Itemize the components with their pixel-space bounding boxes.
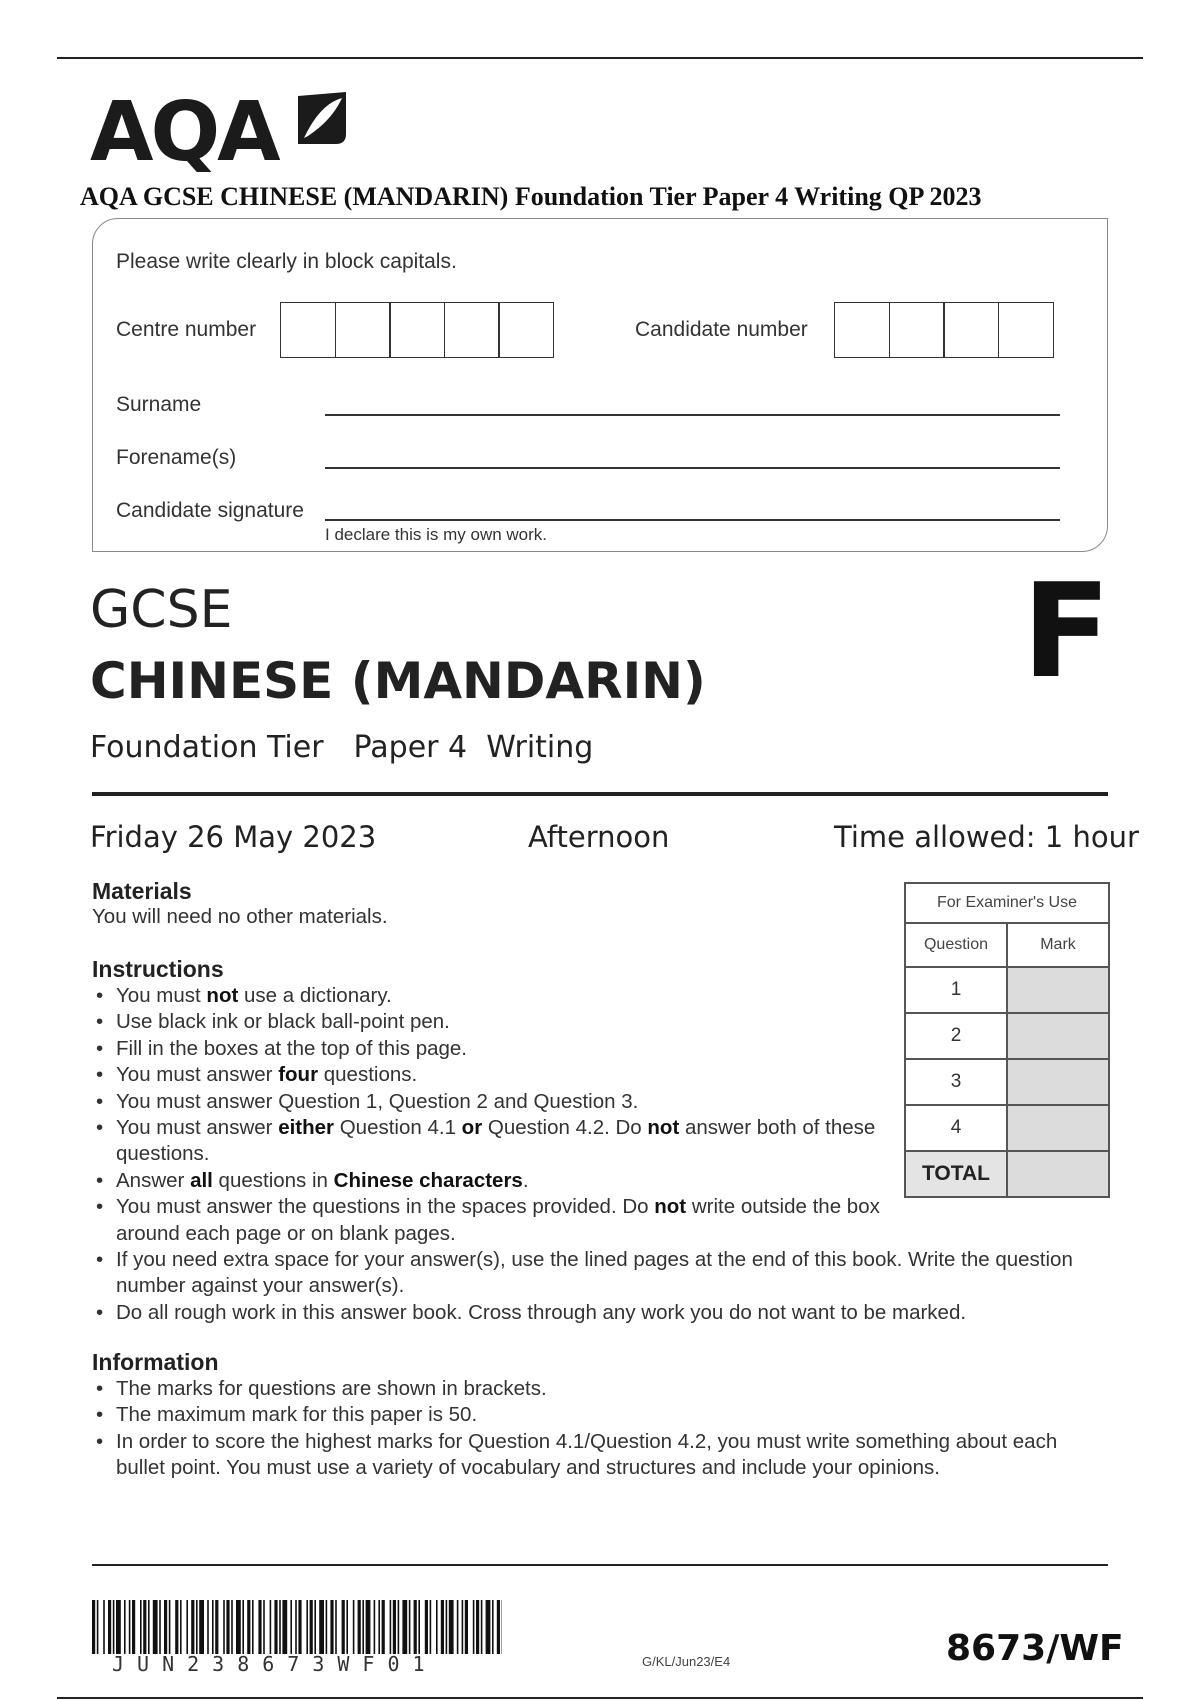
information-heading: Information: [92, 1349, 219, 1375]
candidate-number-digit-box[interactable]: [998, 302, 1054, 358]
signature-label: Candidate signature: [116, 499, 304, 522]
candidate-number-boxes[interactable]: [834, 302, 1054, 358]
instruction-item: • You must not use a dictionary.: [92, 983, 1092, 1009]
information-item: • In order to score the highest marks for Question 4.1/Question 4.2, you must write something about each bullet point. You must use a variety of vocabulary and structures and include your opinions.: [92, 1429, 1106, 1482]
information-list: [92, 1376, 1092, 1482]
examiner-use-title: For Examiner's Use: [905, 883, 1109, 923]
total-mark-cell[interactable]: [1007, 1151, 1109, 1197]
exam-session: Afternoon: [528, 820, 670, 854]
instruction-item: • You must answer four questions.: [92, 1062, 1092, 1088]
document-reference: G/KL/Jun23/E4: [642, 1654, 731, 1669]
mark-cell[interactable]: [1007, 1059, 1109, 1105]
centre-number-boxes[interactable]: [280, 302, 554, 358]
mark-cell[interactable]: [1007, 1105, 1109, 1151]
centre-number-digit-box[interactable]: [498, 302, 554, 358]
materials-heading: Materials: [92, 878, 192, 904]
footer-rule: [92, 1564, 1108, 1566]
mark-cell[interactable]: [1007, 1013, 1109, 1059]
total-label-cell: TOTAL: [905, 1151, 1007, 1197]
centre-number-digit-box[interactable]: [280, 302, 336, 358]
tier-letter: F: [1022, 555, 1111, 707]
top-rule: [57, 57, 1143, 59]
instruction-item: • You must answer the questions in the spaces provided. Do not write outside the box around each page or on blank pages.: [92, 1194, 906, 1247]
mark-cell[interactable]: [1007, 967, 1109, 1013]
instruction-item: • If you need extra space for your answer(s), use the lined pages at the end of this book. Write the question number against your answer(s).: [92, 1247, 1106, 1300]
tier-label: Foundation Tier: [90, 730, 324, 765]
surname-label: Surname: [116, 393, 202, 416]
centre-number-label: Centre number: [116, 318, 257, 341]
candidate-number-digit-box[interactable]: [889, 302, 945, 358]
forenames-field[interactable]: [325, 467, 1060, 469]
forenames-label: Forename(s): [116, 446, 237, 469]
exam-date: Friday 26 May 2023: [90, 820, 377, 854]
instruction-item: • Answer all questions in Chinese characters.: [92, 1168, 1092, 1194]
instructions-heading: Instructions: [92, 956, 224, 982]
subject-title: CHINESE (MANDARIN): [90, 652, 706, 710]
candidate-number-label: Candidate number: [635, 318, 808, 341]
block-capitals-instruction: Please write clearly in block capitals.: [116, 250, 457, 273]
paper-label: Paper 4 Writing: [353, 730, 594, 765]
instruction-item: • Do all rough work in this answer book. Cross through any work you do not want to be marked.: [92, 1300, 1092, 1326]
signature-field[interactable]: [325, 519, 1060, 521]
candidate-number-digit-box[interactable]: [834, 302, 890, 358]
question-column-header: Question: [905, 923, 1007, 967]
candidate-number-digit-box[interactable]: [943, 302, 999, 358]
document-title: AQA GCSE CHINESE (MANDARIN) Foundation Tier Paper 4 Writing QP 2023: [80, 182, 982, 211]
materials-text: You will need no other materials.: [92, 905, 388, 928]
instruction-item: • Use black ink or black ball-point pen.: [92, 1009, 1092, 1035]
instruction-item: • You must answer Question 1, Question 2 and Question 3.: [92, 1089, 1092, 1115]
time-allowed: Time allowed: 1 hour: [834, 820, 1139, 854]
heading-rule: [92, 792, 1108, 796]
paper-code: 8673/WF: [946, 1628, 1124, 1669]
mark-column-header: Mark: [1007, 923, 1109, 967]
barcode-icon: [92, 1600, 502, 1654]
examiner-use-table: [904, 882, 1110, 1198]
qualification-title: GCSE: [90, 580, 233, 640]
barcode-text: JUN238673WF01: [112, 1652, 438, 1676]
declaration-text: I declare this is my own work.: [325, 525, 548, 544]
centre-number-digit-box[interactable]: [444, 302, 500, 358]
information-item: • The marks for questions are shown in brackets.: [92, 1376, 1092, 1402]
centre-number-digit-box[interactable]: [389, 302, 445, 358]
tier-paper-line: [90, 730, 623, 765]
aqa-leaf-mark-icon: [294, 90, 350, 148]
information-item: • The maximum mark for this paper is 50.: [92, 1402, 1092, 1428]
instruction-item: • Fill in the boxes at the top of this page.: [92, 1036, 1092, 1062]
instruction-item: • You must answer either Question 4.1 or Question 4.2. Do not answer both of these questions.: [92, 1115, 876, 1168]
question-number-cell: 3: [905, 1059, 1007, 1105]
surname-field[interactable]: [325, 414, 1060, 416]
bottom-rule: [57, 1697, 1143, 1699]
question-number-cell: 4: [905, 1105, 1007, 1151]
centre-number-digit-box[interactable]: [335, 302, 391, 358]
aqa-logo-text: AQA: [90, 85, 278, 180]
question-number-cell: 2: [905, 1013, 1007, 1059]
question-number-cell: 1: [905, 967, 1007, 1013]
information-list-wrap: [92, 1376, 1092, 1482]
